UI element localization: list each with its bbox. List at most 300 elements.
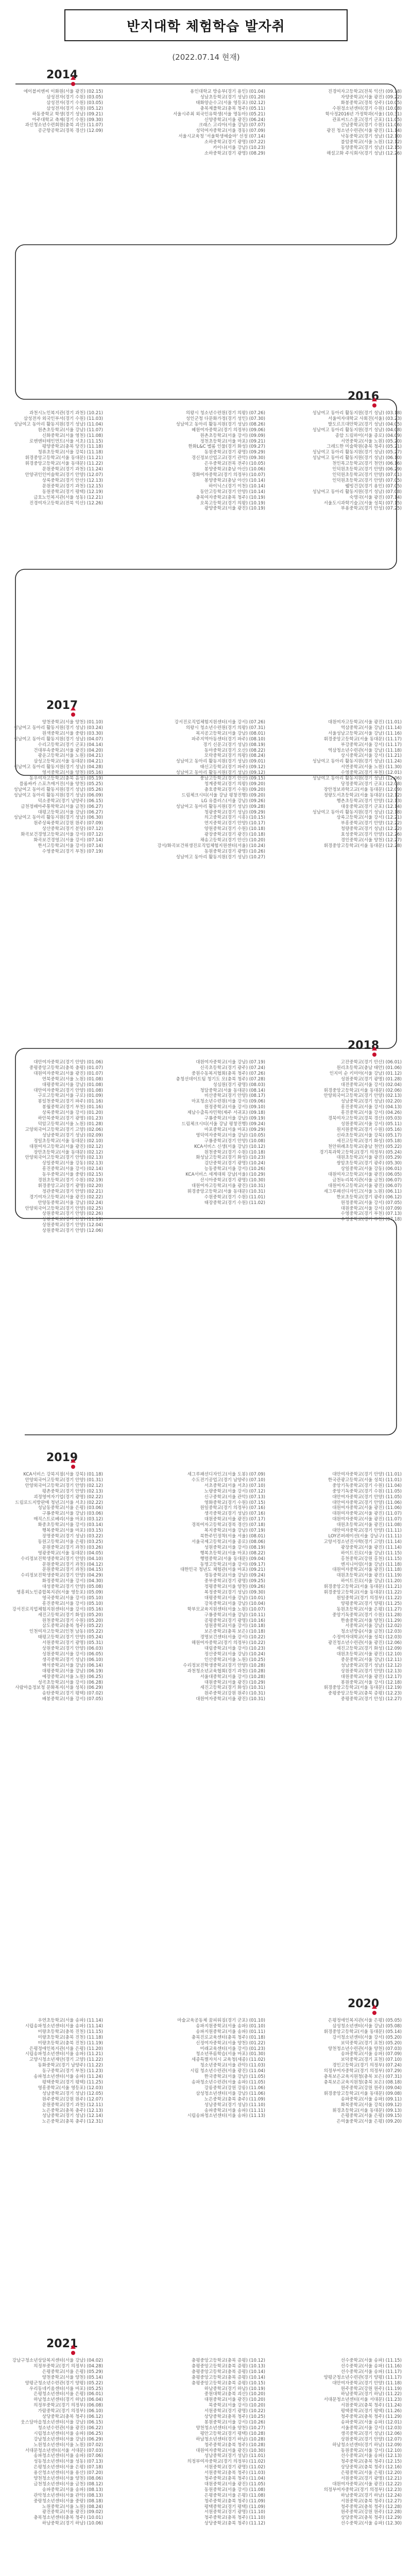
event-item: 성남초등학교(경기 성남) (01.20)	[200, 94, 265, 100]
event-column	[10, 89, 103, 134]
as-of-date: (2022.07.14 현재)	[172, 53, 240, 62]
event-item: 태화양순수고(서울 영등포) (02.12)	[196, 100, 265, 106]
event-item: 봉원중학교(서울 강서) (10.26)	[204, 2419, 265, 2425]
event-item: 양천중학교(서울 양천) (01.10)	[42, 720, 103, 725]
event-item: 대원여자고등학교(서울 광진) (06.05)	[328, 1172, 402, 1178]
event-item: 당정중학교(경기 군포) (12.08)	[340, 781, 402, 787]
event-item: 우리동네키움센터(서울 마포) (05.25)	[29, 2386, 103, 2392]
event-item: 대전중학교(서울 강서) (02.04)	[340, 1082, 402, 1088]
event-item: 덕소중학교(경기 남양주) (06.15)	[38, 798, 103, 804]
event-item: 동원중학교(서울 강서) (11.08)	[204, 2487, 265, 2493]
event-item: 성남여고 동아리 활동지원(경기 성남) (04.08)	[312, 427, 402, 433]
event-item: 경원초등학교(경기 수원) (02.19)	[38, 1178, 103, 1183]
event-item: 원정중학교(서울 강서) (07.05)	[340, 1200, 402, 1206]
event-item: 정일초등학교(서울 동대문) (02.10)	[33, 1138, 103, 1144]
event-item: 광장중학교(경기 광진) (10.18)	[204, 832, 265, 838]
event-item: 흥진중학교(서울 강서) (02.14)	[42, 1166, 103, 1172]
event-item: 휘경중앙고등학교(서울 동대문) (10.31)	[187, 1189, 265, 1194]
event-item: 강서진로직업체험지원센터(서울 강서) (07.26)	[174, 720, 265, 725]
event-item: 청주중학교(충북 청주) (10.28)	[204, 2442, 265, 2448]
event-item: 크래스 고리아(서울 강남) (07.07)	[198, 123, 265, 128]
event-item: 생곡중학교(경기 성남) (07.16)	[204, 1511, 265, 1517]
event-item: 행복초등학교(서울 마포) (08.22)	[200, 1550, 265, 1556]
event-item: 대원초등학교(서울 광진) (11.08)	[336, 1522, 402, 1528]
event-item: 구룡중학교(서울 강남) (03.06)	[42, 1511, 103, 1517]
year-label: 2014	[46, 69, 78, 81]
event-item: 성남여고 동아리 활동지원(경기 성남) (06.30)	[13, 815, 103, 821]
event-item: 광양중학교(서울 광진) (10.19)	[204, 506, 265, 512]
event-item: 역삼청소년수련관(서울 강남) (11.18)	[328, 748, 402, 753]
event-item: 문원중학교(경기 과천) (04.15)	[42, 1567, 103, 1573]
event-item: 서울시주최 외국인유학생(서울 명동마) (05.21)	[173, 111, 265, 117]
event-item: 서원중학교(충북 청주) (11.24)	[340, 2403, 402, 2409]
event-item: 성남중학교(경기 성남) (11.10)	[204, 2102, 265, 2108]
event-item: 경신정보산업고교(경기 관악) (09.30)	[191, 455, 265, 461]
event-item: 원일중학교(경기 의정부) (11.22)	[336, 1595, 402, 1601]
event-item: 성남여고 동아리 활동지원(경기 성남) (12.18)	[312, 809, 402, 815]
event-item: 송파지원중학교(서울 송파) (01.10)	[196, 2023, 265, 2029]
event-item: 노은중학교(충북 충주) (12.13)	[42, 2108, 103, 2113]
event-item: 평촌중학교(경기 안양) (02.13)	[42, 1488, 103, 1494]
event-item: LOY콘퍼레이션(서울 강남구) (11.11)	[328, 1533, 402, 1539]
event-item: 청광중학교(경기 성남) (09.29)	[204, 809, 265, 815]
event-item: 원정중학교(서울 강서) (09.10)	[204, 1105, 265, 1110]
event-item: 하남청소년센터(경기 하남) (10.28)	[196, 2436, 265, 2442]
event-item: 의정부여자중학교(경기 의정부) (07.29)	[323, 2069, 402, 2074]
event-item: 양평군청소년수련관(경기 양평) (05.22)	[25, 2380, 103, 2386]
event-item: 충북보은교육지원청(충북 보은) (08.18)	[323, 2079, 402, 2085]
event-item: 수원중학교(경기 수원) (11.01)	[204, 1194, 265, 1200]
event-item: 성남여고 동아리 활동지원(경기 성남) (11.24)	[312, 759, 402, 765]
event-item: 공군항공학교(경북 경산) (12.09)	[38, 128, 103, 134]
event-item: 의왕시 청소년수련원(경기 의왕) (07.31)	[185, 725, 265, 731]
event-item: 대원중학교(서울 강서) (07.09)	[340, 1206, 402, 1211]
event-item: 영국중학교(서울 강서) (05.10)	[42, 1595, 103, 1601]
event-column	[10, 2358, 103, 2527]
event-item: 상록고등학교(서울 강서) (12.21)	[336, 815, 402, 821]
event-item: 대원중학교(서울 광진) (12.17)	[340, 1674, 402, 1680]
event-item: 삼성전자 외국인부서(경기 수원) (11.03)	[23, 416, 103, 421]
event-item: 송파청소년센터(서울 송파) (11.24)	[33, 2074, 103, 2080]
event-item: 대안여자중학교(경기 안양) (11.11)	[332, 1528, 402, 1534]
event-item: 수영중학교(경기 부천) (07.19)	[42, 849, 103, 854]
event-item: 비산중학교(경기 안양) (08.17)	[204, 1093, 265, 1099]
event-item: 화정중학교(서울 강서) (04.30)	[42, 1579, 103, 1584]
event-item: 강서/화곡보건위생진로직업체험지원센터(서울) (10.24)	[157, 843, 265, 849]
event-item: 서울여자대학교 사회진(서울) (03.23)	[328, 416, 402, 421]
event-item: 송파중학교(서울 송파) (11.11)	[204, 2108, 265, 2113]
event-item: 안양귀인인미술학교(경기 안양) (12.07)	[25, 472, 103, 478]
event-item: 플롬싸카 스포츠매거진(서울 양천) (05.25)	[19, 781, 103, 787]
event-item: 성원중학교(서울 강서) (10.18)	[204, 1623, 265, 1629]
event-item: 대원여자고등학교(서울 광진) (11.01)	[328, 720, 402, 725]
event-item: 인지미 순 키미아(서울 강남) (01.12)	[329, 1071, 402, 1076]
event-item: 봉월중학교(경기 부천) (01.16)	[42, 1105, 103, 1110]
timeline	[0, 64, 412, 2527]
event-item: 성남여고 동아리 활동지원(경기 성남) (06.09)	[13, 792, 103, 798]
event-item: 풍남고등학교(경기 안산) (09.15)	[200, 776, 265, 782]
event-item: 성남여고 동아리 활동지원(경기 성남) (03.24)	[13, 725, 103, 731]
event-item: 성남여고 동아리 활동지원(경기 성남) (04.28)	[13, 765, 103, 770]
event-item: KCA서비스 강북지점(서울 강북) (01.18)	[23, 1472, 103, 1477]
event-item: 대원여자중학교(서울 광진) (11.07)	[332, 1517, 402, 1522]
event-item: 성동청소년센터(서울 성동) (07.13)	[33, 2459, 103, 2465]
event-column	[10, 2018, 103, 2125]
event-item: 삼도중학교(충북 청주) (05.22)	[42, 1623, 103, 1629]
event-item: 하이트진로(서울 강남) (11.15)	[340, 1550, 402, 1556]
event-item: 선수중학교(서울 송파) (11.15)	[340, 2358, 402, 2363]
event-item: 양원중학교(경기 수원) (10.18)	[204, 826, 265, 832]
event-item: 청주중학교(충북 청주) (11.29)	[340, 2414, 402, 2420]
event-item: 의정부여자중학교(경기 의정부) (12.23)	[323, 2487, 402, 2493]
event-item: 장명중학교(경기 성남) (03.22)	[42, 1533, 103, 1539]
event-item: 삼성전자(경기 수원) (03.05)	[46, 94, 103, 100]
event-item: 노원중학교(서울 노원) (08.24)	[42, 2504, 103, 2510]
event-item: 양천청소년수련관(서울 양천) (07.03)	[328, 2046, 402, 2052]
event-item: 성남여고 동아리 활동지원(경기 성남) (03.18)	[312, 411, 402, 416]
event-item: 대원중학교(서울 광진) (07.17)	[204, 1517, 265, 1522]
event-item: 중앙기독중학교(경기 수원) (11.28)	[332, 1612, 402, 1618]
event-item: 서초중학교(서울 서초) (07.10)	[204, 1483, 265, 1488]
event-item: 성남중학교(경기 성남) (12.12)	[340, 1663, 402, 1668]
event-item: 행촌초등학교(경기 안양) (12.13)	[336, 798, 402, 804]
event-item: 문원중학교(경기 과천) (12.11)	[42, 2102, 103, 2108]
event-item: 서원중학교(충북 청주) (11.03)	[204, 2470, 265, 2476]
event-item: 세진고등학교(경기 화성) (05.18)	[336, 1138, 402, 1144]
event-item: 휘경중앙고등학교(서울 동대문) (09.08)	[323, 2091, 402, 2096]
event-item: 삼성고등학교(서울 동대문) (04.21)	[33, 759, 103, 765]
event-item: 의왕시 청소년수련원(경기 의왕) (07.26)	[185, 411, 265, 416]
event-item: 대원초등학교(서울 광진) (05.29)	[336, 1155, 402, 1161]
event-item: 대원여자중학교(서울 광진) (11.07)	[332, 1511, 402, 1517]
event-item: 마포중학교(서울 마포) (09.29)	[204, 1127, 265, 1132]
event-item: 평양중학교(충북 당진) (11.18)	[42, 444, 103, 450]
event-item: 하남중학교(경기 하남) (12.24)	[340, 2493, 402, 2498]
event-item: 대안여자중학교(경기 안양) (11.05)	[332, 1494, 402, 1500]
event-item: 한보초등학교(경기 광주) (06.12)	[336, 1194, 402, 1200]
event-item: 휘경중앙고등학교(서울 동대문) (11.21)	[323, 1584, 402, 1590]
event-column	[281, 89, 402, 157]
event-item: 매직스트로베리(서울 마포) (03.12)	[33, 1517, 103, 1522]
event-column	[147, 2358, 265, 2527]
event-item: 시립송파청소년센터(서울 송파) (11.14)	[25, 2023, 103, 2029]
event-item: 서원중학교(충북 청주) (12.27)	[340, 2498, 402, 2504]
event-item: 충북제풀학교(충북 청주) (05.11)	[200, 106, 265, 111]
event-item: 상당중학교(충북 청주) (12.29)	[340, 2515, 402, 2521]
event-item: 대평중학교(서울 강남) (01.08)	[42, 1082, 103, 1088]
event-item: 충호중학교(경기 수원) (09.20)	[204, 787, 265, 792]
event-item: 대원여자중학교(서울 광진) (10.30)	[196, 2448, 265, 2453]
event-item: 부흥중학교(경기 안양) (12.22)	[340, 821, 402, 826]
event-item: 영서중학교(서울 양천) (05.16)	[42, 770, 103, 776]
event-item: 신구중학교(서울 관악) (07.13)	[204, 1494, 265, 1500]
event-item: 한국관광고등학교(서울 성북) (11.01)	[328, 1477, 402, 1483]
event-item: 노은중학교(충북 충주) (12.31)	[42, 2119, 103, 2125]
event-item: 의정부중학교(경기 의정부) (04.28)	[33, 2363, 103, 2369]
event-item: 정산중학교(서울 강남) (10.24)	[204, 1652, 265, 1657]
event-item: 경북여자고등학교(경북 경산) (07.18)	[191, 1522, 265, 1528]
event-item: 삼성청소년센터(서울 강남) (05.08)	[332, 2023, 402, 2029]
title-box	[64, 9, 348, 41]
event-item: 강서청소년센터(서울 강서) (05.20)	[332, 2035, 402, 2040]
event-item: 시립송파청소년센터(서울 송파) (11.21)	[25, 2052, 103, 2057]
event-item: 양천중학교(서울 양천) (05.14)	[42, 2375, 103, 2380]
event-item: 성남중학교(경기 성남) (12.14)	[42, 2113, 103, 2119]
event-item: 경인고등학교(경기 의정부) (07.24)	[332, 2063, 402, 2069]
event-item: 성남여고 동아리 활동지원(경기 성남) (12.06)	[312, 776, 402, 782]
year-label: 2016	[348, 390, 380, 403]
event-item: 성원중학교(경기 광명) (01.28)	[340, 1076, 402, 1082]
event-item: 수원정소년센터(경기 수원) (10.08)	[332, 106, 402, 111]
event-item: 휘경초등학교(서울 동대문) (09.13)	[332, 2108, 402, 2113]
event-item: 관악청소년센터(서울 관악) (08.13)	[33, 2493, 103, 2498]
event-item: 수리정보진학생중학교(경기 안양) (10.28)	[183, 1663, 265, 1668]
event-item: 연북중학교(서울 노원) (01.08)	[42, 1076, 103, 1082]
event-item: 충북여자중학교(충북 청주) (10.19)	[196, 495, 265, 500]
event-item: 충북보은교육지원청(충북 보은) (07.31)	[323, 2074, 402, 2080]
event-item: 대원중학교(서울 광진) (10.20)	[204, 2397, 265, 2403]
event-item: 신곡초등학교(경기 광주) (07.24)	[200, 1065, 265, 1071]
event-item: 진경여자고등학교(전북 익산) (09.18)	[328, 89, 402, 94]
event-item: 청주중학교(충북 청주) (11.04)	[204, 2476, 265, 2482]
event-item: 은우중학교(전북 전주) (10.05)	[204, 461, 265, 467]
event-item: 수리정보진학생중학교(경기 안양) (04.10)	[21, 1556, 103, 1562]
event-item: 영덕여자중학교(서울 강남) (10.05)	[196, 1132, 265, 1138]
event-item: 태신고등학교(경기 파주) (09.12)	[200, 765, 265, 770]
event-item: 대안여자중학교(경기 안양) (11.01)	[332, 1472, 402, 1477]
event-item: 은여울중학교(서울 은평) (09.20)	[336, 2119, 402, 2125]
event-item: 성원중학교(서울 강서) (05.11)	[340, 1121, 402, 1127]
event-item: 동안고등학교(경기 안양) (10.14)	[200, 489, 265, 495]
event-item: 송파중학교(서울 송파) (07.09)	[340, 2052, 402, 2057]
year-label: 2019	[46, 1451, 78, 1464]
event-item: 성남중학교(경기 성남) (02.09)	[42, 1132, 103, 1138]
event-item: 강북중학교(서울 강남) (10.04)	[204, 1601, 265, 1606]
event-item: 휘경중앙고등학교(서울 동대문) (05.14)	[323, 2029, 402, 2035]
event-item: 성남동중학교(서울 은평) (03.06)	[38, 1505, 103, 1511]
event-item: 휘경중앙고등학교(서울 동대문) (11.21)	[25, 455, 103, 461]
event-item: 청주중학교(충북 청주) (11.10)	[204, 2515, 265, 2521]
event-item: 마포청소년수련원(서울 강서) (09.06)	[191, 1099, 265, 1105]
event-item: 파주지역아동센터(경기 파주) (08.10)	[191, 736, 265, 742]
event-item: 광진 청소년수련관(서울 광진) (11.14)	[327, 128, 402, 134]
event-item: 홍천중학교(강원 홍천) (11.15)	[340, 1556, 402, 1562]
event-item: 성심원(경기 광명) (08.03)	[213, 1082, 265, 1088]
event-item: 화중초등학교(서울 강서) (03.14)	[38, 1522, 103, 1528]
event-item: 세진고등학교(경기 화성) (12.09)	[336, 1646, 402, 1652]
event-item: 장안초등학교(서울 동대문) (02.12)	[33, 1149, 103, 1155]
event-item: 서울성남고등학교(서울 강남) (11.16)	[328, 731, 402, 736]
event-item: 세그루패션디자인고(서울 도봉) (07.09)	[187, 1472, 265, 1477]
event-item: 성남여고 동아리 활동지원(경기 성남) (06.10)	[312, 455, 402, 461]
event-item: 산시아중학교(경기 광명) (10.30)	[200, 1178, 265, 1183]
event-item: 세진고등학교(경기 화성) (05.20)	[38, 1612, 103, 1618]
event-item: 경명보건센터(서울 강서) (10.22)	[200, 1635, 265, 1640]
event-item: KCA서비스 신생(서울 강남) (10.12)	[194, 1144, 265, 1149]
event-item: 대원여자중학교(서울 광진) (01.07)	[33, 1071, 103, 1076]
event-item: 문원중학교(경기 과천) (11.24)	[42, 467, 103, 472]
event-item: 성남여고 동아리 활동지원(경기 성남) (10.27)	[176, 854, 265, 860]
event-item: 중원대학교(충북 괴산) (10.20)	[204, 2392, 265, 2397]
event-item: 영흥외노인종합복지관(서울 영등포) (05.09)	[16, 1590, 103, 1596]
event-item: 장안정보과학고교(서울 동대문) (12.09)	[323, 787, 402, 792]
event-item: 충북진로교육센터(충북 청주) (01.18)	[191, 2035, 265, 2040]
event-item: 덕암고등학교(서울 노원) (01.28)	[38, 1121, 103, 1127]
event-item: 하남중학교(경기 하남) (10.19)	[204, 2386, 265, 2392]
event-item: 웃스담마을청소년센터(서울 강남) (06.15)	[21, 2419, 103, 2425]
event-item: 검단중학교(경기 광명) (10.24)	[204, 1161, 265, 1166]
event-item: 부용중학교(경기 안성) (07.25)	[340, 506, 402, 512]
event-item: 화곡보건경영고등학교(서울 강서) (07.12)	[21, 832, 103, 838]
event-item: 해원여자중학교(경기 의정부) (10.22)	[191, 1640, 265, 1646]
event-item: 동원고등학교(서울 은평) (03.25)	[38, 1539, 103, 1545]
event-item: 대원여자중학교(서울 광진) (11.18)	[332, 1567, 402, 1573]
event-item: 인덕원초등학교(경기 안양) (07.05)	[332, 478, 402, 483]
event-item: 은평중학교(서울 은평) (05.29)	[42, 2369, 103, 2375]
year-label: 2021	[46, 2337, 78, 2350]
event-item: 수영중학교(경기 부천) (07.13)	[340, 1211, 402, 1217]
event-item: 강남구청소년상담복지센터(서울 강남) (04.02)	[12, 2358, 103, 2363]
event-item: 원촌초등학교(서울 강서) (09.09)	[200, 433, 265, 438]
event-item: 원천중학교(경기 수원) (10.18)	[204, 1149, 265, 1155]
event-item: 대원여자중학교(서울 강남) (07.19)	[196, 1060, 265, 1065]
event-item: 오목고등학교(경기 의왕) (10.19)	[200, 500, 265, 506]
event-item: 용산청소년센터(서울 용산) (07.20)	[33, 2470, 103, 2476]
event-item: 산남중학교(경기 수원) (11.06)	[340, 123, 402, 128]
event-item: 광진청소년수련관(서울 광진) (12.06)	[328, 1640, 402, 1646]
event-item: 서중학교(서울 강남) (12.02)	[345, 1623, 402, 1629]
event-item: 중랑청소년센터(서울 중랑) (08.18)	[33, 2498, 103, 2504]
event-item: 안양외국어고등학교(경기 안양) (02.13)	[25, 1155, 103, 1161]
event-item: 하이트진로(서울 강남) (11.20)	[340, 1579, 402, 1584]
event-item: 영화중학교(경기 수원) (07.15)	[204, 1500, 265, 1505]
event-item: 해설고화 주식회사(경기 성남) (12.26)	[327, 150, 402, 156]
event-item: 청주중학교(충북 청주) (11.09)	[204, 2498, 265, 2504]
event-item: 화봉중학교(경북 상주) (10.05)	[340, 100, 402, 106]
event-item: 성남여고 동아리 활동지원(경기 성남) (05.27)	[312, 450, 402, 455]
event-item: 휘경중앙고등학교(서울 동대문) (11.22)	[25, 461, 103, 467]
event-item: 대원여자중학교(서울 광진) (10.31)	[196, 1697, 265, 1702]
year-marker-icon	[372, 2005, 377, 2009]
event-item: 상일중학교(서울 강동) (02.13)	[42, 1161, 103, 1166]
event-item: 중평중앙고등학교(충북 증평) (12.23)	[328, 1691, 402, 1697]
event-item: 엔지니어링(서울 강남) (11.18)	[340, 1562, 402, 1567]
event-item: 신양중학교(서울 광진) (06.24)	[204, 117, 265, 123]
event-item: 능동중학교(서울 강서) (10.26)	[204, 1166, 265, 1172]
event-item: 신화중학교(서울 영천) (11.08)	[42, 433, 103, 438]
event-item: 서원중학교(경기 광명) (11.10)	[204, 2510, 265, 2515]
event-item: 낙동중학교(경기 성남) (12.10)	[340, 134, 402, 140]
event-item: 휘경중앙고등학교(서울 동대문) (11.17)	[323, 736, 402, 742]
event-item: KCA서비스 세계대외 강남(서울) (10.29)	[185, 1172, 265, 1178]
event-item: 동우중학교(서울 중랑) (02.15)	[42, 1172, 103, 1178]
event-item: 은평정애인복지관(서울 은평) (11.20)	[29, 2046, 103, 2052]
event-item: 서연중학교(서울 노원) (05.20)	[340, 438, 402, 444]
event-item: 노량중학교(서울 강서) (07.12)	[204, 1488, 265, 1494]
event-item: 고양시청소년재단(경기 고양) (11.22)	[29, 2057, 103, 2063]
event-item: 봉양중학교(충남 아산) (10.06)	[204, 467, 265, 472]
event-item: 성남중학교(경기 성남) (02.20)	[340, 1099, 402, 1105]
event-item: 사람마을정보청 문화복지(서울 성북) (06.29)	[15, 1685, 103, 1691]
event-item: 충평중앙고등학교(충북 증평) (10.14)	[191, 2369, 265, 2375]
event-item: 원촌초등학교(서울 강남) (11.07)	[38, 427, 103, 433]
event-item: 은평정애인복지관(서울 은평) (05.05)	[328, 2018, 402, 2023]
event-item: 태평고등학교(경기 안양) (05.24)	[38, 1635, 103, 1640]
event-item: 문원중학교(경기 과천) (12.15)	[42, 483, 103, 489]
year-dot-icon	[71, 2351, 75, 2355]
event-item: 효성중학교(경기 안양) (12.26)	[340, 832, 402, 838]
event-item: 미량초등학교(충북 진천) (11.15)	[38, 2029, 103, 2035]
event-item: 가람중학교(경기 의정부) (06.10)	[38, 2409, 103, 2414]
event-item: 대원여자고등학교(서울 광진) (02.12)	[29, 1144, 103, 1149]
event-item: 그레드한 미술학원(충북 청주) (05.21)	[327, 444, 402, 450]
event-item: 선수중학교(서울 송파) (12.30)	[340, 2521, 402, 2527]
event-item: 백석중학교(서울 강남) (06.14)	[42, 1663, 103, 1668]
event-item: 광운고등학교(서울 노원) (04.21)	[38, 753, 103, 759]
event-item: 원일중학교(경기 의정부) (07.16)	[200, 1505, 265, 1511]
event-item: 성남여고 동아리 활동지원(경기 성남) (09.12)	[176, 770, 265, 776]
event-item: 영광중학교(서울 동대문) (04.05)	[38, 1550, 103, 1556]
event-item: 카이나(서울 강남) (10.23)	[213, 145, 265, 151]
event-item: 학사정2016년 가정학과(서울) (10.31)	[325, 111, 402, 117]
event-item: 양평중학교(경기 양평) (11.25)	[340, 1601, 402, 1606]
event-item: 서대문청소년센터(서울 서대문) (11.23)	[323, 2397, 402, 2403]
event-item: 대안여자중학교(경기 안양) (11.18)	[332, 2380, 402, 2386]
event-item: 대평중학교(서울 강남) (10.01)	[204, 1595, 265, 1601]
event-item: 흥진중학교(서울 강서) (05.10)	[42, 1601, 103, 1606]
event-item: 평택중학교(경기 평택) (11.26)	[340, 2409, 402, 2414]
event-item: LG 유플러스(서울 강남) (09.26)	[201, 798, 265, 804]
event-item: 시립 청소년수련관(서울 광진) (11.04)	[190, 2069, 265, 2074]
event-item: 한솔중학교(서울 양천) (11.29)	[340, 1618, 402, 1623]
event-item: 안양외국어고등학교(경기 안양) (01.31)	[25, 1477, 103, 1483]
year-label: 2018	[348, 1039, 380, 1052]
event-item: 괴정영여자기업(경기 광명) (02.22)	[33, 1494, 103, 1500]
event-item: 채송고등학교(경기 안산) (10.20)	[200, 838, 265, 843]
event-item: 경인중학교(서울 양천) (12.27)	[340, 838, 402, 843]
event-item: 문원중학교(경기 과천) (03.26)	[42, 1545, 103, 1550]
event-item: 대안여자중학교(경기 안양) (01.06)	[33, 1060, 103, 1065]
event-item: 삼성전자(경기 수원) (05.12)	[46, 106, 103, 111]
year-block-2014	[0, 64, 412, 225]
event-item: 서원중학교(경기 광명) (10.22)	[204, 2409, 265, 2414]
event-item: 복지공고등학교(서울 강남) (08.01)	[196, 731, 265, 736]
event-item: 수리정보진학생중학교(경기 안양) (04.29)	[21, 1573, 103, 1579]
event-item: 청소년수련관(서울 광진) (06.22)	[38, 2425, 103, 2431]
event-item: 진경여자고등학교(전북 익산) (12.26)	[29, 500, 103, 506]
event-item: 화성남고등학교(경기 화성) (10.23)	[196, 1155, 265, 1161]
event-item: 원주상륙중학교(강원 원주) (07.09)	[33, 821, 103, 826]
event-item: 상원중학교(경기 안양) (12.13)	[340, 1668, 402, 1674]
event-item: 세종특별자치시 교육청(세종) (11.02)	[191, 2057, 265, 2063]
event-item: 대안여자중학교(경기 안양) (01.08)	[33, 1088, 103, 1093]
event-item: 북중학교(서울 강서) (10.20)	[209, 2403, 265, 2409]
year-dot-icon	[372, 2011, 376, 2015]
event-item: 상당중학교(충북 청주) (06.12)	[42, 2414, 103, 2420]
event-item: 의정부중학교(경기 의정부) (06.08)	[33, 2403, 103, 2409]
event-item: 상록중학교(경기 안산) (12.13)	[42, 478, 103, 483]
event-item: 평안고등학교(경기 평택) (10.28)	[200, 2431, 265, 2436]
event-item: 노은중학교(충북 충주) (11.09)	[204, 2096, 265, 2102]
event-item: 선수중학교(서울 송파) (11.16)	[340, 2363, 402, 2369]
event-item: 송파지원중학교(서울 송파) (01.11)	[196, 2029, 265, 2035]
event-item: 서원중학교(경기 광명) (11.02)	[204, 2465, 265, 2470]
event-item: 은평중학교(서울 은평) (12.20)	[340, 2470, 402, 2476]
event-item: 금호노인복지관(서울 성동) (12.21)	[33, 495, 103, 500]
event-item: 대원중학교(서울 광진) (11.05)	[204, 2481, 265, 2487]
year-marker-icon	[71, 2345, 76, 2349]
event-item: 휘경중앙고등학교(서울 동대문) (12.19)	[323, 1685, 402, 1691]
